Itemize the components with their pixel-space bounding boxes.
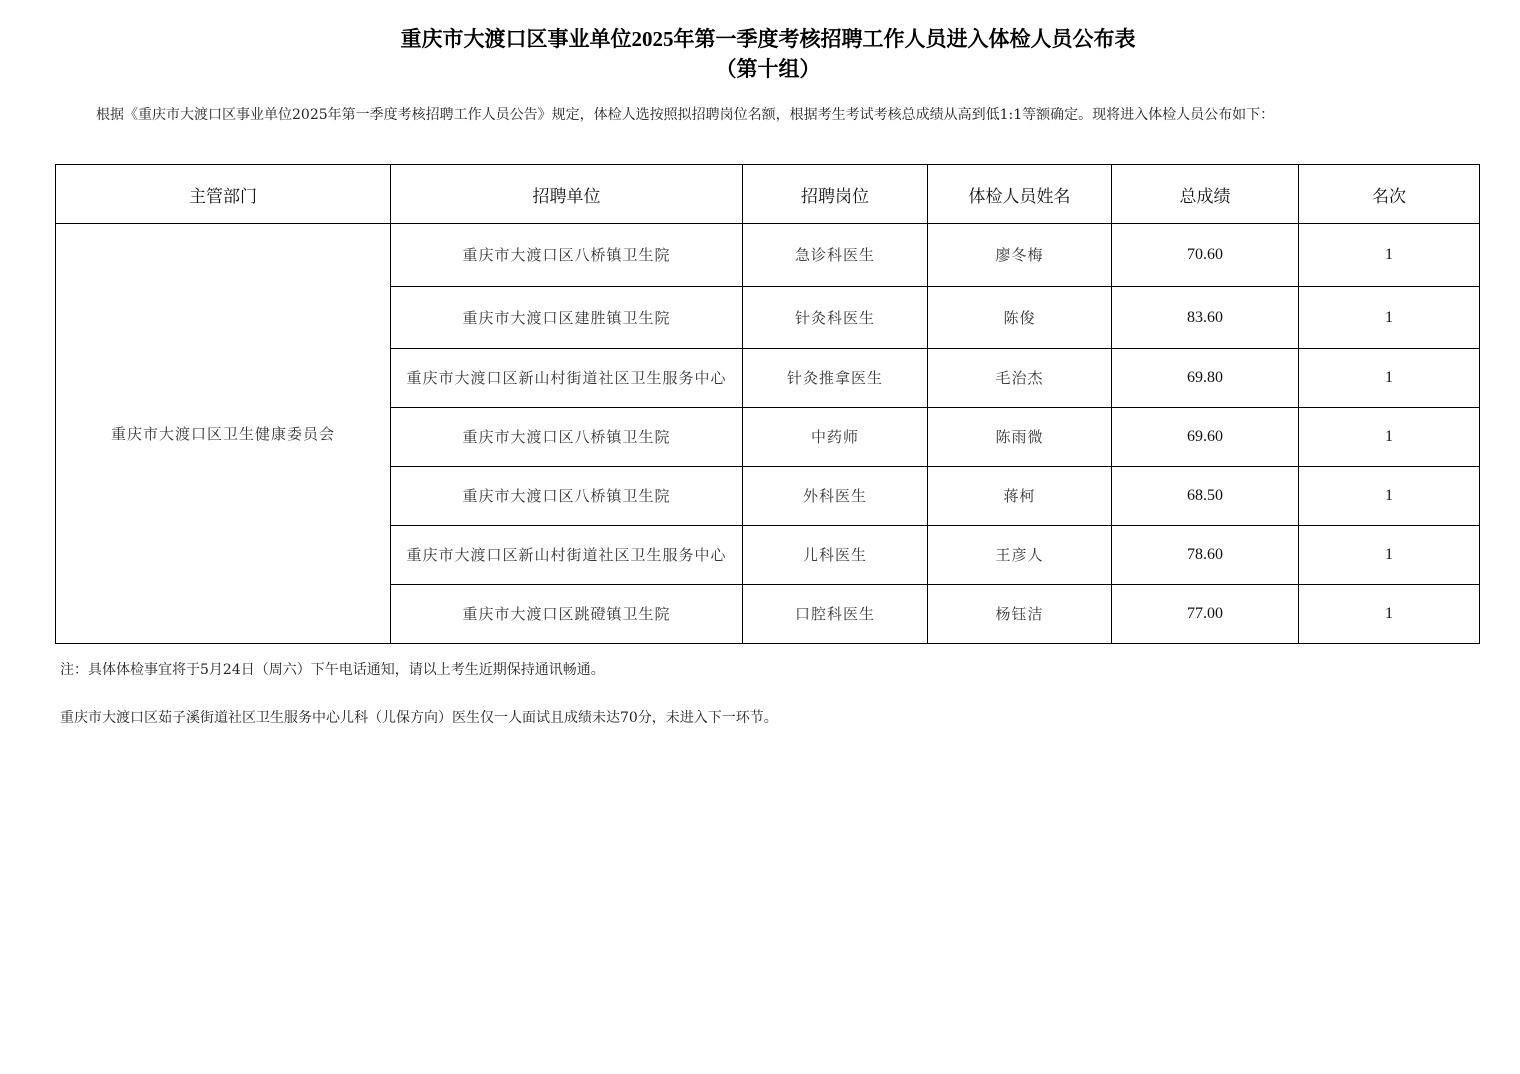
position-cell: 口腔科医生 (743, 585, 928, 644)
position-cell: 针灸科医生 (743, 287, 928, 349)
rank-cell: 1 (1299, 224, 1480, 287)
note-not-advanced: 重庆市大渡口区茹子溪街道社区卫生服务中心儿科（儿保方向）医生仅一人面试且成绩未达70分，未进入下一环节。 (60, 710, 778, 726)
rank-cell: 1 (1299, 526, 1480, 585)
score-cell: 83.60 (1112, 287, 1299, 349)
header-position: 招聘岗位 (743, 165, 928, 224)
score-cell: 69.80 (1112, 349, 1299, 408)
title-line-1: 重庆市大渡口区事业单位2025年第一季度考核招聘工作人员进入体检人员公布表 (400, 27, 1136, 51)
name-cell: 毛治杰 (928, 349, 1112, 408)
name-cell: 王彦人 (928, 526, 1112, 585)
header-score: 总成绩 (1112, 165, 1299, 224)
rank-cell: 1 (1299, 585, 1480, 644)
name-cell: 杨钰洁 (928, 585, 1112, 644)
score-cell: 70.60 (1112, 224, 1299, 287)
position-cell: 外科医生 (743, 467, 928, 526)
score-cell: 77.00 (1112, 585, 1299, 644)
name-cell: 陈俊 (928, 287, 1112, 349)
header-name: 体检人员姓名 (928, 165, 1112, 224)
table-header-row (56, 165, 1480, 224)
notes-section (60, 660, 1460, 728)
unit-cell: 重庆市大渡口区新山村街道社区卫生服务中心 (391, 349, 743, 408)
header-unit: 招聘单位 (391, 165, 743, 224)
header-department: 主管部门 (56, 165, 391, 224)
score-cell: 69.60 (1112, 408, 1299, 467)
unit-cell: 重庆市大渡口区八桥镇卫生院 (391, 467, 743, 526)
unit-cell: 重庆市大渡口区八桥镇卫生院 (391, 408, 743, 467)
rank-cell: 1 (1299, 467, 1480, 526)
roster-table (55, 164, 1480, 644)
score-cell: 78.60 (1112, 526, 1299, 585)
title-line-2: （第十组） (715, 57, 821, 81)
intro-paragraph: 根据《重庆市大渡口区事业单位2025年第一季度考核招聘工作人员公告》规定，体检人选按照拟招聘岗位名额，根据考生考试考核总成绩从高到低1:1等额确定。现将进入体检人员公布如下： (96, 107, 1275, 123)
note-physical-exam: 注：具体体检事宜将于5月24日（周六）下午电话通知，请以上考生近期保持通讯畅通。 (60, 662, 605, 678)
rank-cell: 1 (1299, 408, 1480, 467)
name-cell: 陈雨微 (928, 408, 1112, 467)
position-cell: 中药师 (743, 408, 928, 467)
unit-cell: 重庆市大渡口区八桥镇卫生院 (391, 224, 743, 287)
position-cell: 急诊科医生 (743, 224, 928, 287)
department-cell: 重庆市大渡口区卫生健康委员会 (56, 224, 391, 644)
name-cell: 蒋柯 (928, 467, 1112, 526)
rank-cell: 1 (1299, 349, 1480, 408)
table-row (56, 224, 1480, 287)
unit-cell: 重庆市大渡口区新山村街道社区卫生服务中心 (391, 526, 743, 585)
rank-cell: 1 (1299, 287, 1480, 349)
unit-cell: 重庆市大渡口区建胜镇卫生院 (391, 287, 743, 349)
position-cell: 儿科医生 (743, 526, 928, 585)
name-cell: 廖冬梅 (928, 224, 1112, 287)
unit-cell: 重庆市大渡口区跳磴镇卫生院 (391, 585, 743, 644)
header-rank: 名次 (1299, 165, 1480, 224)
score-cell: 68.50 (1112, 467, 1299, 526)
document-title (0, 24, 1520, 84)
position-cell: 针灸推拿医生 (743, 349, 928, 408)
